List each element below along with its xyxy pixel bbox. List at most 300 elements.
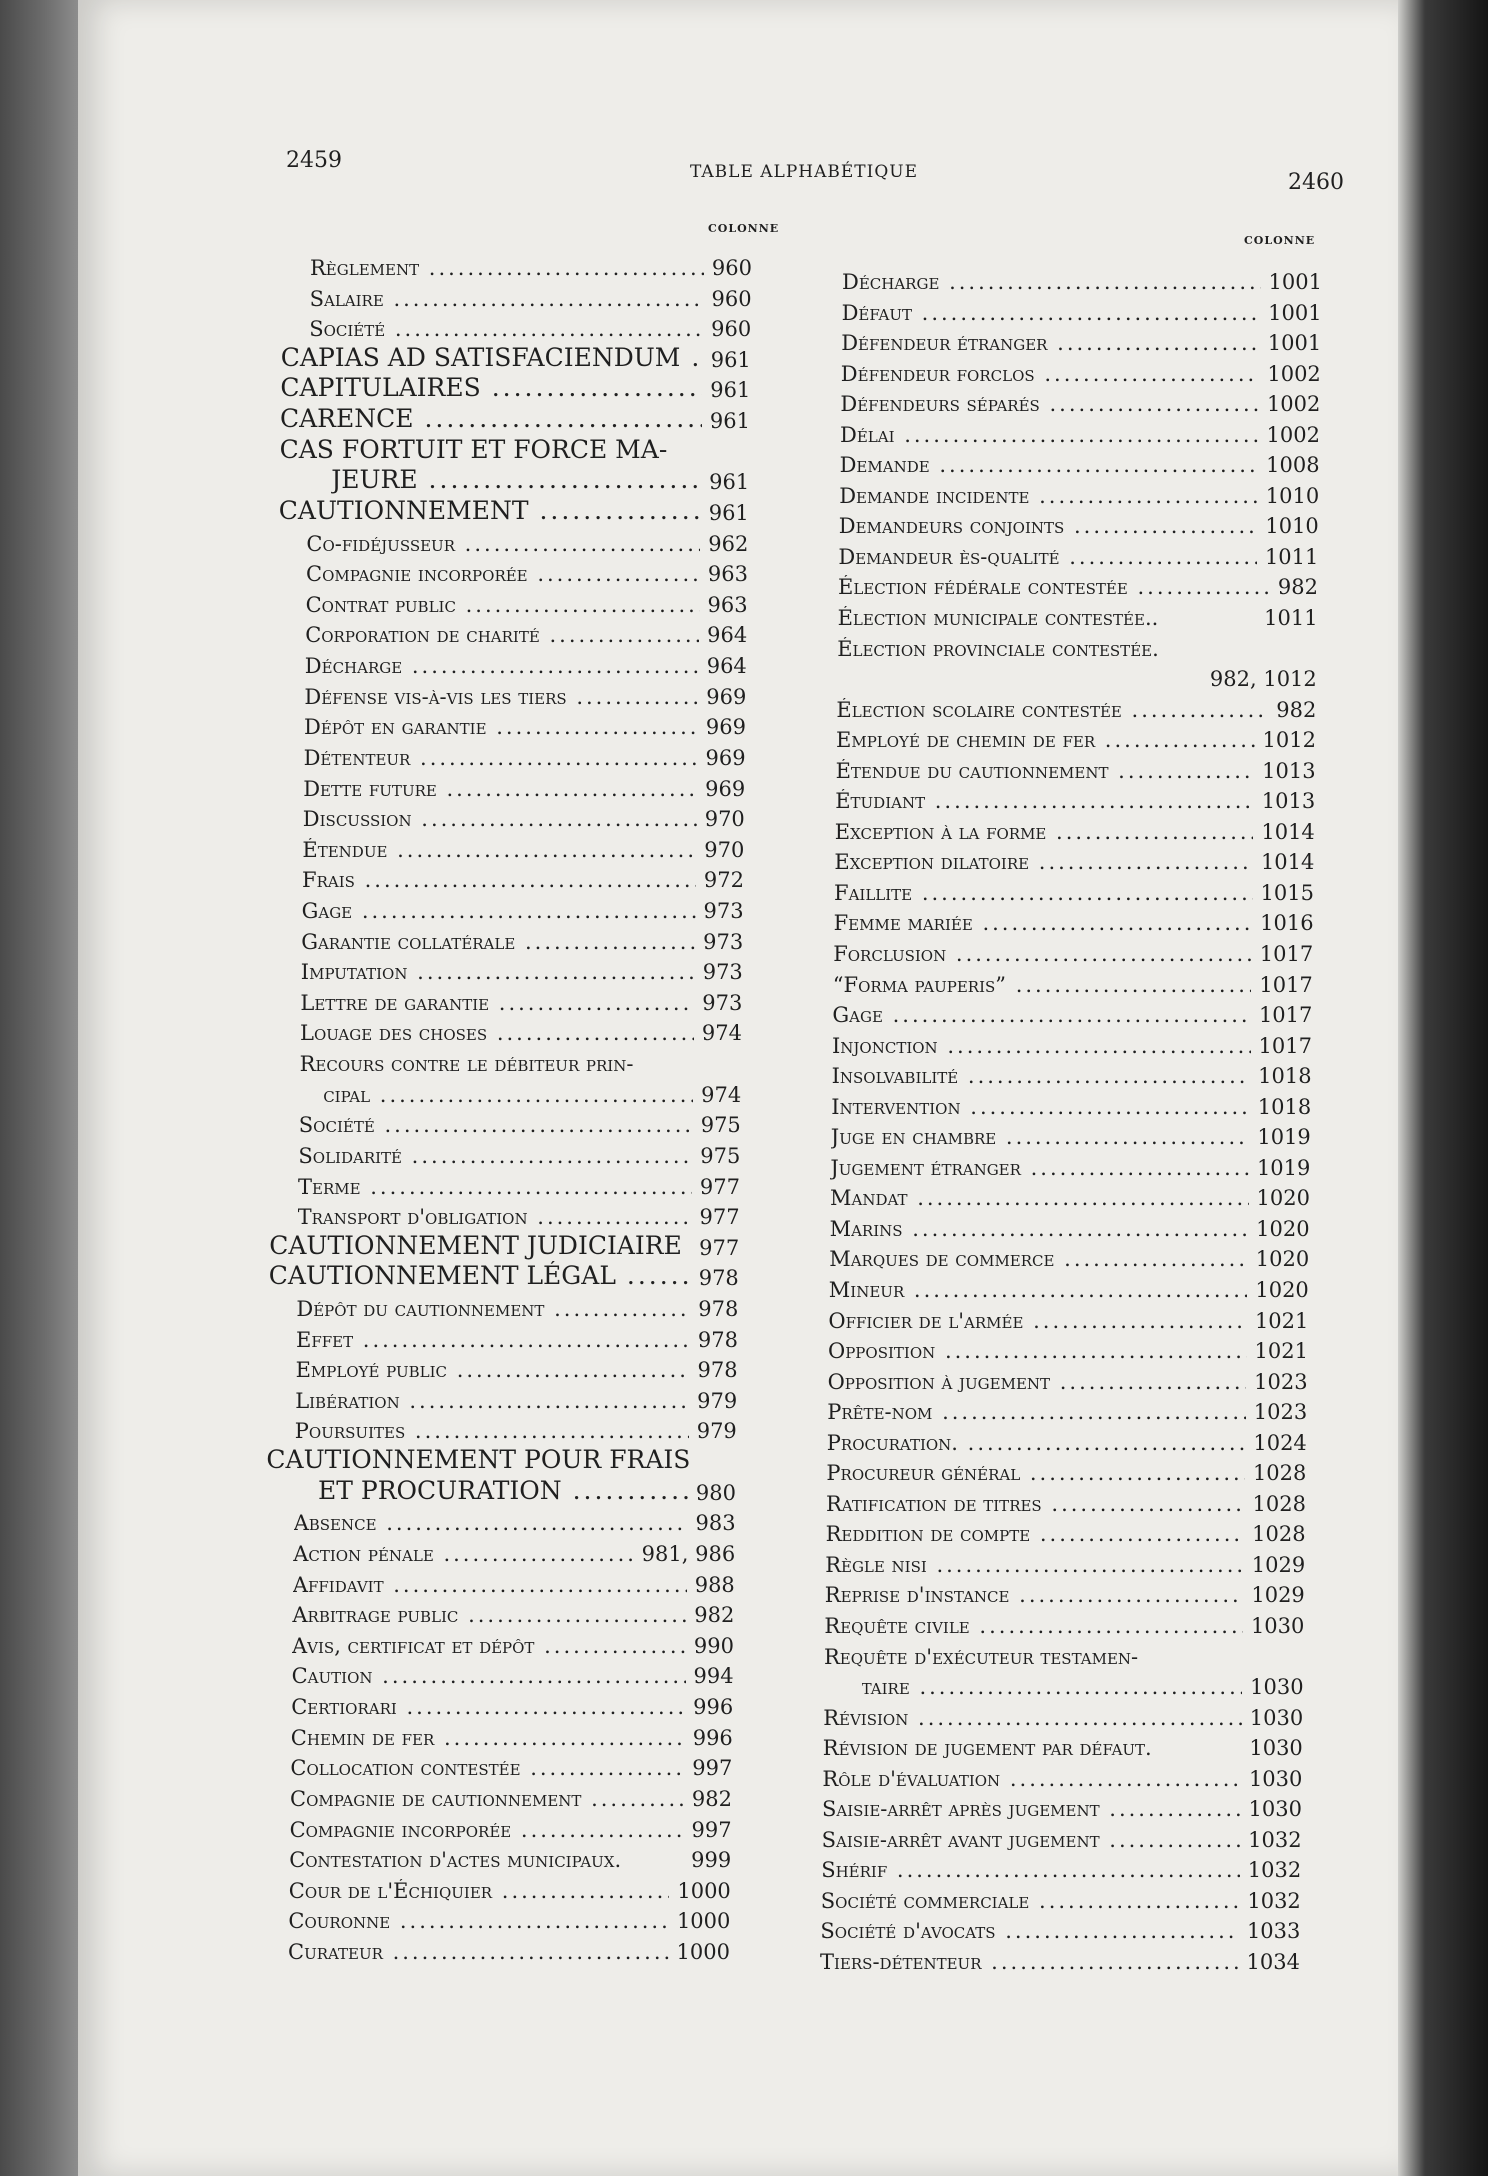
index-entry-term: Solidarité ..... (298, 1144, 692, 1168)
index-entry-term: cipal ..... (323, 1083, 693, 1107)
index-entry-term: Shérif ..... (821, 1858, 1240, 1882)
index-entry-term: Délai ..... (840, 423, 1259, 447)
index-entry-column-number: 963 (707, 562, 748, 587)
index-entry-row (838, 569, 1318, 599)
index-entry-column-number: 1002 (1267, 361, 1321, 386)
left-column-label: COLONNE (708, 222, 780, 235)
index-entry-column-number: 1033 (1246, 1919, 1301, 1944)
index-entry-term: CAUTIONNEMENT ..... (279, 496, 701, 525)
index-entry-column-number: 978 (697, 1327, 738, 1352)
index-entry-column-number: 1029 (1251, 1583, 1305, 1608)
index-entry-column-number: 974 (701, 1021, 742, 1046)
index-entry-row (294, 1505, 736, 1535)
index-entry-column-number: 1030 (1248, 1766, 1303, 1791)
index-entry-row (291, 1720, 733, 1750)
index-entry-row (296, 1291, 738, 1321)
index-entry-row (821, 1883, 1301, 1913)
index-entry-row (822, 1791, 1302, 1821)
index-entry-row (820, 1944, 1300, 1974)
index-entry-column-number: 1030 (1248, 1797, 1302, 1822)
index-entry-term: Forclusion ..... (833, 942, 1252, 966)
index-entry-column-number: 970 (704, 807, 745, 832)
index-entry-column-number: 1032 (1247, 1858, 1302, 1883)
index-entry-column-number: 1015 (1260, 880, 1314, 905)
index-entry-column-number: 973 (702, 960, 743, 985)
index-entry-row (290, 1812, 732, 1842)
index-entry-term: Employé de chemin de fer ..... (836, 728, 1255, 752)
index-entry-column-number: 1018 (1258, 1064, 1312, 1089)
index-entry-row (842, 295, 1322, 325)
index-entry-row (840, 386, 1320, 416)
index-entry-column-number: 1023 (1254, 1369, 1308, 1394)
index-entry-column-number: 982, 1012 (1209, 667, 1317, 692)
index-entry-row (821, 1852, 1301, 1882)
index-entry-term: Élection fédérale contestée ..... (838, 575, 1270, 599)
index-entry-term: Rôle d'évaluation ..... (822, 1767, 1241, 1791)
index-entry-row (834, 875, 1314, 905)
index-entry-term: Élection municipale contestée.. (837, 606, 1159, 630)
index-entry-row (839, 508, 1319, 538)
index-entry-column-number: 997 (692, 1756, 733, 1781)
index-entry-row (824, 1608, 1304, 1638)
index-entry-term: Garantie collatérale ..... (301, 930, 695, 954)
index-entry-term: Officier de l'armée ..... (828, 1309, 1247, 1333)
index-entry-row (269, 1260, 739, 1290)
index-entry-term: CAUTIONNEMENT LÉGAL ..... (269, 1261, 691, 1290)
index-entry-term: Curateur ..... (288, 1940, 669, 1964)
index-entry-row (826, 1455, 1306, 1485)
index-entry-column-number: 996 (692, 1725, 733, 1750)
index-entry-row (836, 722, 1316, 752)
index-entry-row (829, 1241, 1309, 1271)
index-entry-column-number: 1020 (1255, 1278, 1309, 1302)
index-entry-row (280, 403, 750, 433)
index-entry-term: Dette future ..... (303, 777, 697, 801)
index-entry-column-number: 1021 (1254, 1339, 1308, 1364)
index-entry-term: Poursuites ..... (295, 1419, 689, 1443)
index-entry-column-number: 975 (700, 1113, 741, 1138)
index-entry-row (837, 661, 1317, 691)
index-entry-term: Mineur ..... (829, 1278, 1248, 1302)
index-entry-column-number: 1028 (1252, 1491, 1306, 1516)
index-entry-term: Transport d'obligation ..... (298, 1205, 692, 1229)
index-entry-row (303, 801, 745, 831)
index-entry-column-number: 972 (703, 868, 744, 893)
index-entry-column-number: 1000 (676, 1909, 731, 1934)
index-entry-term: Employé public ..... (296, 1358, 690, 1382)
index-entry-column-number: 1017 (1258, 1003, 1313, 1028)
index-entry-row (302, 862, 744, 892)
index-entry-column-number: 1008 (1266, 453, 1320, 478)
index-entry-term: Requête civile ..... (824, 1614, 1243, 1638)
index-entry-row (836, 692, 1316, 722)
index-entry-row (288, 1934, 730, 1964)
index-entry-column-number: 961 (709, 409, 750, 434)
index-entry-row (318, 1475, 736, 1505)
index-entry-column-number: 964 (706, 654, 747, 679)
index-entry-column-number: 969 (705, 715, 746, 740)
index-entry-term: Recours contre le débiteur prin- (299, 1052, 634, 1077)
index-entry-term: Certiorari ..... (291, 1695, 685, 1719)
index-entry-term: Reddition de compte ..... (826, 1522, 1245, 1546)
index-entry-column-number: 1023 (1253, 1400, 1308, 1425)
index-entry-column-number: 1017 (1258, 1033, 1312, 1058)
index-entry-term: Règlement ..... (310, 256, 704, 280)
index-entry-term: Défendeurs séparés ..... (840, 392, 1259, 416)
index-entry-row (842, 264, 1322, 294)
index-entry-term: Révision ..... (823, 1706, 1242, 1730)
index-entry-row (836, 753, 1316, 783)
index-entry-term: Intervention ..... (831, 1095, 1250, 1119)
index-entry-term: Révision de jugement par défaut. (822, 1736, 1152, 1761)
index-entry-row (302, 832, 744, 862)
index-entry-column-number: 1018 (1257, 1094, 1312, 1119)
index-entry-term: Décharge ..... (305, 654, 699, 678)
index-entry-term: Compagnie incorporée ..... (290, 1818, 684, 1842)
index-entry-column-number: 982 (1277, 575, 1318, 600)
index-entry-row (830, 1150, 1310, 1180)
index-entry-row (300, 1046, 742, 1076)
index-entry-row (292, 1597, 734, 1627)
index-entry-term: Élection scolaire contestée ..... (836, 698, 1268, 722)
index-entry-term: Marins ..... (830, 1217, 1249, 1241)
index-entry-column-number: 1002 (1266, 422, 1320, 447)
index-entry-term: taire ..... (862, 1675, 1243, 1699)
index-entry-row (827, 1425, 1307, 1455)
index-entry-term: Défaut ..... (842, 301, 1261, 325)
index-entry-column-number: 1032 (1247, 1888, 1301, 1913)
index-entry-column-number: 960 (711, 317, 752, 342)
index-entry-row (828, 1364, 1308, 1394)
index-entry-row (289, 1842, 731, 1872)
index-entry-row (834, 905, 1314, 935)
index-entry-column-number: 1016 (1260, 911, 1314, 936)
index-entry-column-number: 978 (698, 1297, 739, 1322)
index-entry-column-number: 983 (695, 1511, 736, 1536)
index-entry-row (310, 250, 752, 280)
index-entry-column-number: 1011 (1264, 606, 1318, 630)
index-entry-row (331, 464, 749, 494)
index-entry-row (303, 771, 745, 801)
index-entry-term: Salaire ..... (310, 287, 704, 311)
index-entry-term: Étendue ..... (302, 838, 696, 862)
index-entry-row (280, 372, 750, 402)
index-entry-row (291, 1689, 733, 1719)
index-entry-column-number: 978 (697, 1358, 738, 1383)
index-entry-row (833, 967, 1313, 997)
index-entry-row (840, 447, 1320, 477)
index-entry-term: Demande ..... (840, 453, 1259, 477)
index-entry-column-number: 982 (1276, 697, 1317, 722)
index-entry-term: Procuration. ..... (827, 1431, 1246, 1455)
index-entry-column-number: 1019 (1257, 1125, 1311, 1150)
index-entry-column-number: 969 (705, 776, 746, 801)
index-entry-term: Exception dilatoire ..... (834, 850, 1253, 874)
index-entry-term: Terme ..... (298, 1175, 692, 1199)
index-entry-term: Prête-nom ..... (827, 1400, 1246, 1424)
index-entry-term: Étudiant ..... (835, 789, 1254, 813)
index-entry-term: Effet ..... (296, 1328, 690, 1352)
index-entry-row (832, 1028, 1312, 1058)
index-entry-row (824, 1639, 1304, 1669)
index-entry-row (827, 1394, 1307, 1424)
index-entry-row (306, 556, 748, 586)
index-entry-term: Défendeur forclos ..... (841, 362, 1260, 386)
index-entry-term: Saisie-arrêt après jugement ..... (822, 1797, 1241, 1821)
index-entry-row (300, 1015, 742, 1045)
index-entry-row (296, 1322, 738, 1352)
index-entry-column-number: 1021 (1254, 1308, 1309, 1333)
index-entry-term: Chemin de fer ..... (291, 1726, 685, 1750)
index-entry-term: Demandeurs conjoints ..... (839, 514, 1258, 538)
index-entry-column-number: 961 (710, 347, 751, 372)
index-entry-row (833, 936, 1313, 966)
index-entry-term: CARENCE ..... (280, 404, 702, 433)
index-entry-row (305, 617, 747, 647)
index-entry-column-number: 1012 (1262, 728, 1316, 753)
index-entry-column-number: 1000 (677, 1878, 731, 1903)
index-entry-row (826, 1486, 1306, 1516)
index-entry-term: CAPITULAIRES ..... (280, 373, 702, 402)
index-entry-term: Marques de commerce ..... (829, 1247, 1248, 1271)
index-entry-column-number: 1001 (1268, 270, 1322, 294)
index-entry-term: Défense vis-à-vis les tiers ..... (304, 685, 698, 709)
index-entry-term: Contrat public ..... (306, 593, 700, 617)
index-entry-term: Étendue du cautionnement ..... (836, 759, 1255, 783)
index-entry-row (823, 1700, 1303, 1730)
index-entry-column-number: 1013 (1261, 789, 1316, 814)
index-entry-row (290, 1781, 732, 1811)
index-entry-column-number: 969 (706, 684, 747, 709)
index-entry-term: Contestation d'actes municipaux. (289, 1848, 622, 1873)
index-entry-column-number: 962 (708, 531, 749, 556)
index-entry-row (835, 783, 1315, 813)
index-entry-column-number: 999 (691, 1848, 732, 1873)
index-entry-row (266, 1444, 736, 1474)
index-entry-column-number: 1024 (1253, 1430, 1307, 1455)
index-entry-column-number: 981, 986 (641, 1541, 736, 1566)
index-entry-row (841, 325, 1321, 355)
index-entry-row (269, 1230, 739, 1260)
index-entry-term: Opposition ..... (828, 1339, 1247, 1363)
index-entry-term: Défendeur étranger ..... (841, 331, 1260, 355)
index-entry-column-number: 1020 (1255, 1247, 1310, 1272)
index-entry-row (296, 1352, 738, 1382)
index-entry-column-number: 977 (699, 1205, 740, 1230)
index-entry-column-number: 1011 (1264, 544, 1319, 569)
index-entry-term: Gage ..... (832, 1003, 1251, 1027)
index-entry-row (830, 1211, 1310, 1241)
index-entry-term: Cour de l'Échiquier ..... (289, 1879, 670, 1903)
index-entry-column-number: 1029 (1251, 1552, 1306, 1577)
index-entry-row (293, 1536, 735, 1566)
index-entry-column-number: 1028 (1252, 1522, 1306, 1547)
index-entry-column-number: 969 (705, 745, 746, 770)
index-entry-column-number: 997 (691, 1817, 732, 1842)
index-entry-row (288, 1903, 730, 1933)
index-entry-row (292, 1658, 734, 1688)
index-entry-column-number: 963 (707, 592, 748, 617)
book-spine (0, 0, 78, 2176)
index-entry-column-number: 1001 (1267, 331, 1322, 356)
index-entry-row (838, 539, 1318, 569)
index-entry-row (832, 997, 1312, 1027)
index-entry-column-number: 1017 (1259, 942, 1314, 966)
index-entry-term: Absence ..... (294, 1511, 688, 1535)
index-entry-term: Mandat ..... (830, 1186, 1249, 1210)
index-entry-term: Décharge ..... (842, 270, 1261, 294)
index-entry-row (298, 1138, 740, 1168)
index-entry-column-number: 1014 (1260, 850, 1315, 875)
index-entry-row (302, 893, 744, 923)
index-entry-row (304, 740, 746, 770)
index-entry-column-number: 980 (695, 1480, 736, 1505)
index-entry-column-number: 1030 (1250, 1675, 1304, 1700)
index-entry-term: Frais ..... (302, 868, 696, 892)
index-entry-term: Injonction ..... (832, 1034, 1251, 1058)
index-entry-term: Affidavit ..... (293, 1573, 687, 1597)
index-entry-column-number: 990 (693, 1633, 734, 1658)
index-entry-row (309, 311, 751, 341)
index-entry-column-number: 1028 (1252, 1461, 1307, 1486)
index-entry-term: Insolvabilité ..... (832, 1064, 1251, 1088)
index-entry-column-number: 1010 (1265, 514, 1319, 539)
index-entry-column-number: 961 (710, 378, 751, 403)
index-entry-row (822, 1761, 1302, 1791)
index-entry-row (306, 587, 748, 617)
index-entry-row (829, 1272, 1309, 1302)
index-entry-column-number: 973 (703, 898, 744, 923)
index-entry-column-number: 1000 (676, 1940, 730, 1964)
index-entry-column-number: 979 (696, 1419, 737, 1444)
index-entry-row (822, 1822, 1302, 1852)
index-entry-column-number: 960 (711, 286, 752, 311)
index-entry-term: Co-fidéjusseur ..... (306, 532, 700, 556)
index-entry-term: Corporation de charité ..... (305, 623, 699, 647)
index-entry-term: Opposition à jugement ..... (828, 1370, 1247, 1394)
facing-page-edge (1398, 0, 1488, 2176)
running-title: TABLE ALPHABÉTIQUE (690, 162, 919, 182)
index-entry-row (862, 1669, 1304, 1699)
index-entry-row (841, 356, 1321, 386)
index-entry-column-number: 974 (701, 1082, 742, 1107)
right-page-number: 2460 (1288, 170, 1344, 195)
index-entry-row (295, 1383, 737, 1413)
index-entry-term: JEURE ..... (331, 465, 701, 494)
index-entry-term: Juge en chambre ..... (831, 1125, 1250, 1149)
index-entry-term: ET PROCURATION ..... (318, 1476, 688, 1505)
index-entry-term: Saisie-arrêt avant jugement ..... (822, 1828, 1241, 1852)
index-entry-row (293, 1567, 735, 1597)
index-entry-term: Société commerciale ..... (821, 1889, 1240, 1913)
index-entry-column-number: 1010 (1265, 483, 1320, 508)
index-entry-row (839, 478, 1319, 508)
index-entry-term: Caution ..... (292, 1664, 686, 1688)
index-entry-row (323, 1077, 741, 1107)
index-entry-term: Action pénale ..... (293, 1542, 633, 1566)
index-entry-column-number: 1034 (1246, 1950, 1300, 1974)
index-entry-row (826, 1516, 1306, 1546)
left-page-number: 2459 (286, 148, 342, 173)
index-entry-column-number: 961 (708, 500, 749, 525)
index-entry-column-number: 1030 (1250, 1614, 1305, 1638)
index-entry-row (825, 1547, 1305, 1577)
index-entry-term: Règle nisi ..... (825, 1553, 1244, 1577)
index-entry-row (840, 417, 1320, 447)
index-entry-row (310, 281, 752, 311)
index-entry-column-number: 977 (699, 1174, 740, 1199)
index-entry-row (831, 1119, 1311, 1149)
index-entry-row (281, 342, 751, 372)
index-entry-column-number: 994 (693, 1664, 734, 1689)
index-entry-column-number: 1020 (1256, 1186, 1310, 1211)
index-entry-column-number: 1002 (1266, 392, 1321, 417)
index-entry-row (300, 985, 742, 1015)
index-entry-column-number: 973 (703, 929, 744, 954)
index-entry-column-number: 1001 (1268, 300, 1322, 325)
index-entry-row (304, 709, 746, 739)
index-entry-term: CAUTIONNEMENT POUR FRAIS (266, 1445, 691, 1475)
index-entry-row (823, 1730, 1303, 1760)
index-entry-row (279, 495, 749, 525)
index-entry-row (305, 648, 747, 678)
index-entry-term: Société ..... (299, 1113, 693, 1137)
index-entry-row (834, 844, 1314, 874)
index-entry-row (301, 954, 743, 984)
index-entry-column-number: 1019 (1256, 1155, 1311, 1180)
index-entry-term: Dépôt en garantie ..... (304, 715, 698, 739)
index-entry-term: Ratification de titres ..... (826, 1492, 1245, 1516)
index-entry-term: Société ..... (309, 317, 703, 341)
index-entry-row (298, 1199, 740, 1229)
index-entry-column-number: 978 (698, 1266, 739, 1291)
index-entry-term: Requête d'exécuteur testamen- (824, 1644, 1139, 1669)
index-entry-term: Dépôt du cautionnement ..... (296, 1297, 690, 1321)
index-entry-term: Louage des choses ..... (300, 1021, 694, 1045)
index-entry-row (298, 1169, 740, 1199)
index-entry-term: Demandeur ès-qualité ..... (838, 545, 1257, 569)
index-entry-column-number: 961 (709, 470, 750, 495)
index-entry-column-number: 960 (711, 256, 752, 280)
index-entry-term: Société d'avocats ..... (820, 1919, 1239, 1943)
index-entry-term: Demande incidente ..... (839, 484, 1258, 508)
index-entry-column-number: 1032 (1248, 1827, 1302, 1852)
index-entry-row (289, 1873, 731, 1903)
index-entry-term: Exception à la forme ..... (835, 820, 1254, 844)
index-entry-row (299, 1107, 741, 1137)
index-entry-column-number: 964 (707, 623, 748, 648)
index-entry-row (830, 1180, 1310, 1210)
index-entry-column-number: 1013 (1262, 758, 1316, 783)
index-entry-row (306, 526, 748, 556)
index-entry-column-number: 982 (691, 1786, 732, 1811)
right-column-label: COLONNE (1244, 234, 1316, 247)
index-entry-term: Tiers-détenteur ..... (820, 1950, 1239, 1974)
index-entry-column-number: 977 (699, 1235, 740, 1260)
index-entry-row (280, 434, 750, 464)
index-entry-term: CAPIAS AD SATISFACIENDUM ..... (281, 343, 703, 372)
index-entry-row (301, 924, 743, 954)
index-entry-term: Jugement étranger ..... (830, 1156, 1249, 1180)
index-entry-term: Libération ..... (295, 1389, 689, 1413)
index-entry-term: Compagnie de cautionnement ..... (290, 1787, 684, 1811)
index-entry-row (295, 1413, 737, 1443)
index-entry-row (304, 679, 746, 709)
index-entry-row (832, 1058, 1312, 1088)
index-entry-term: Femme mariée ..... (834, 911, 1253, 935)
index-entry-column-number: 988 (694, 1572, 735, 1597)
index-entry-term: CAUTIONNEMENT JUDICIAIRE (269, 1230, 682, 1260)
